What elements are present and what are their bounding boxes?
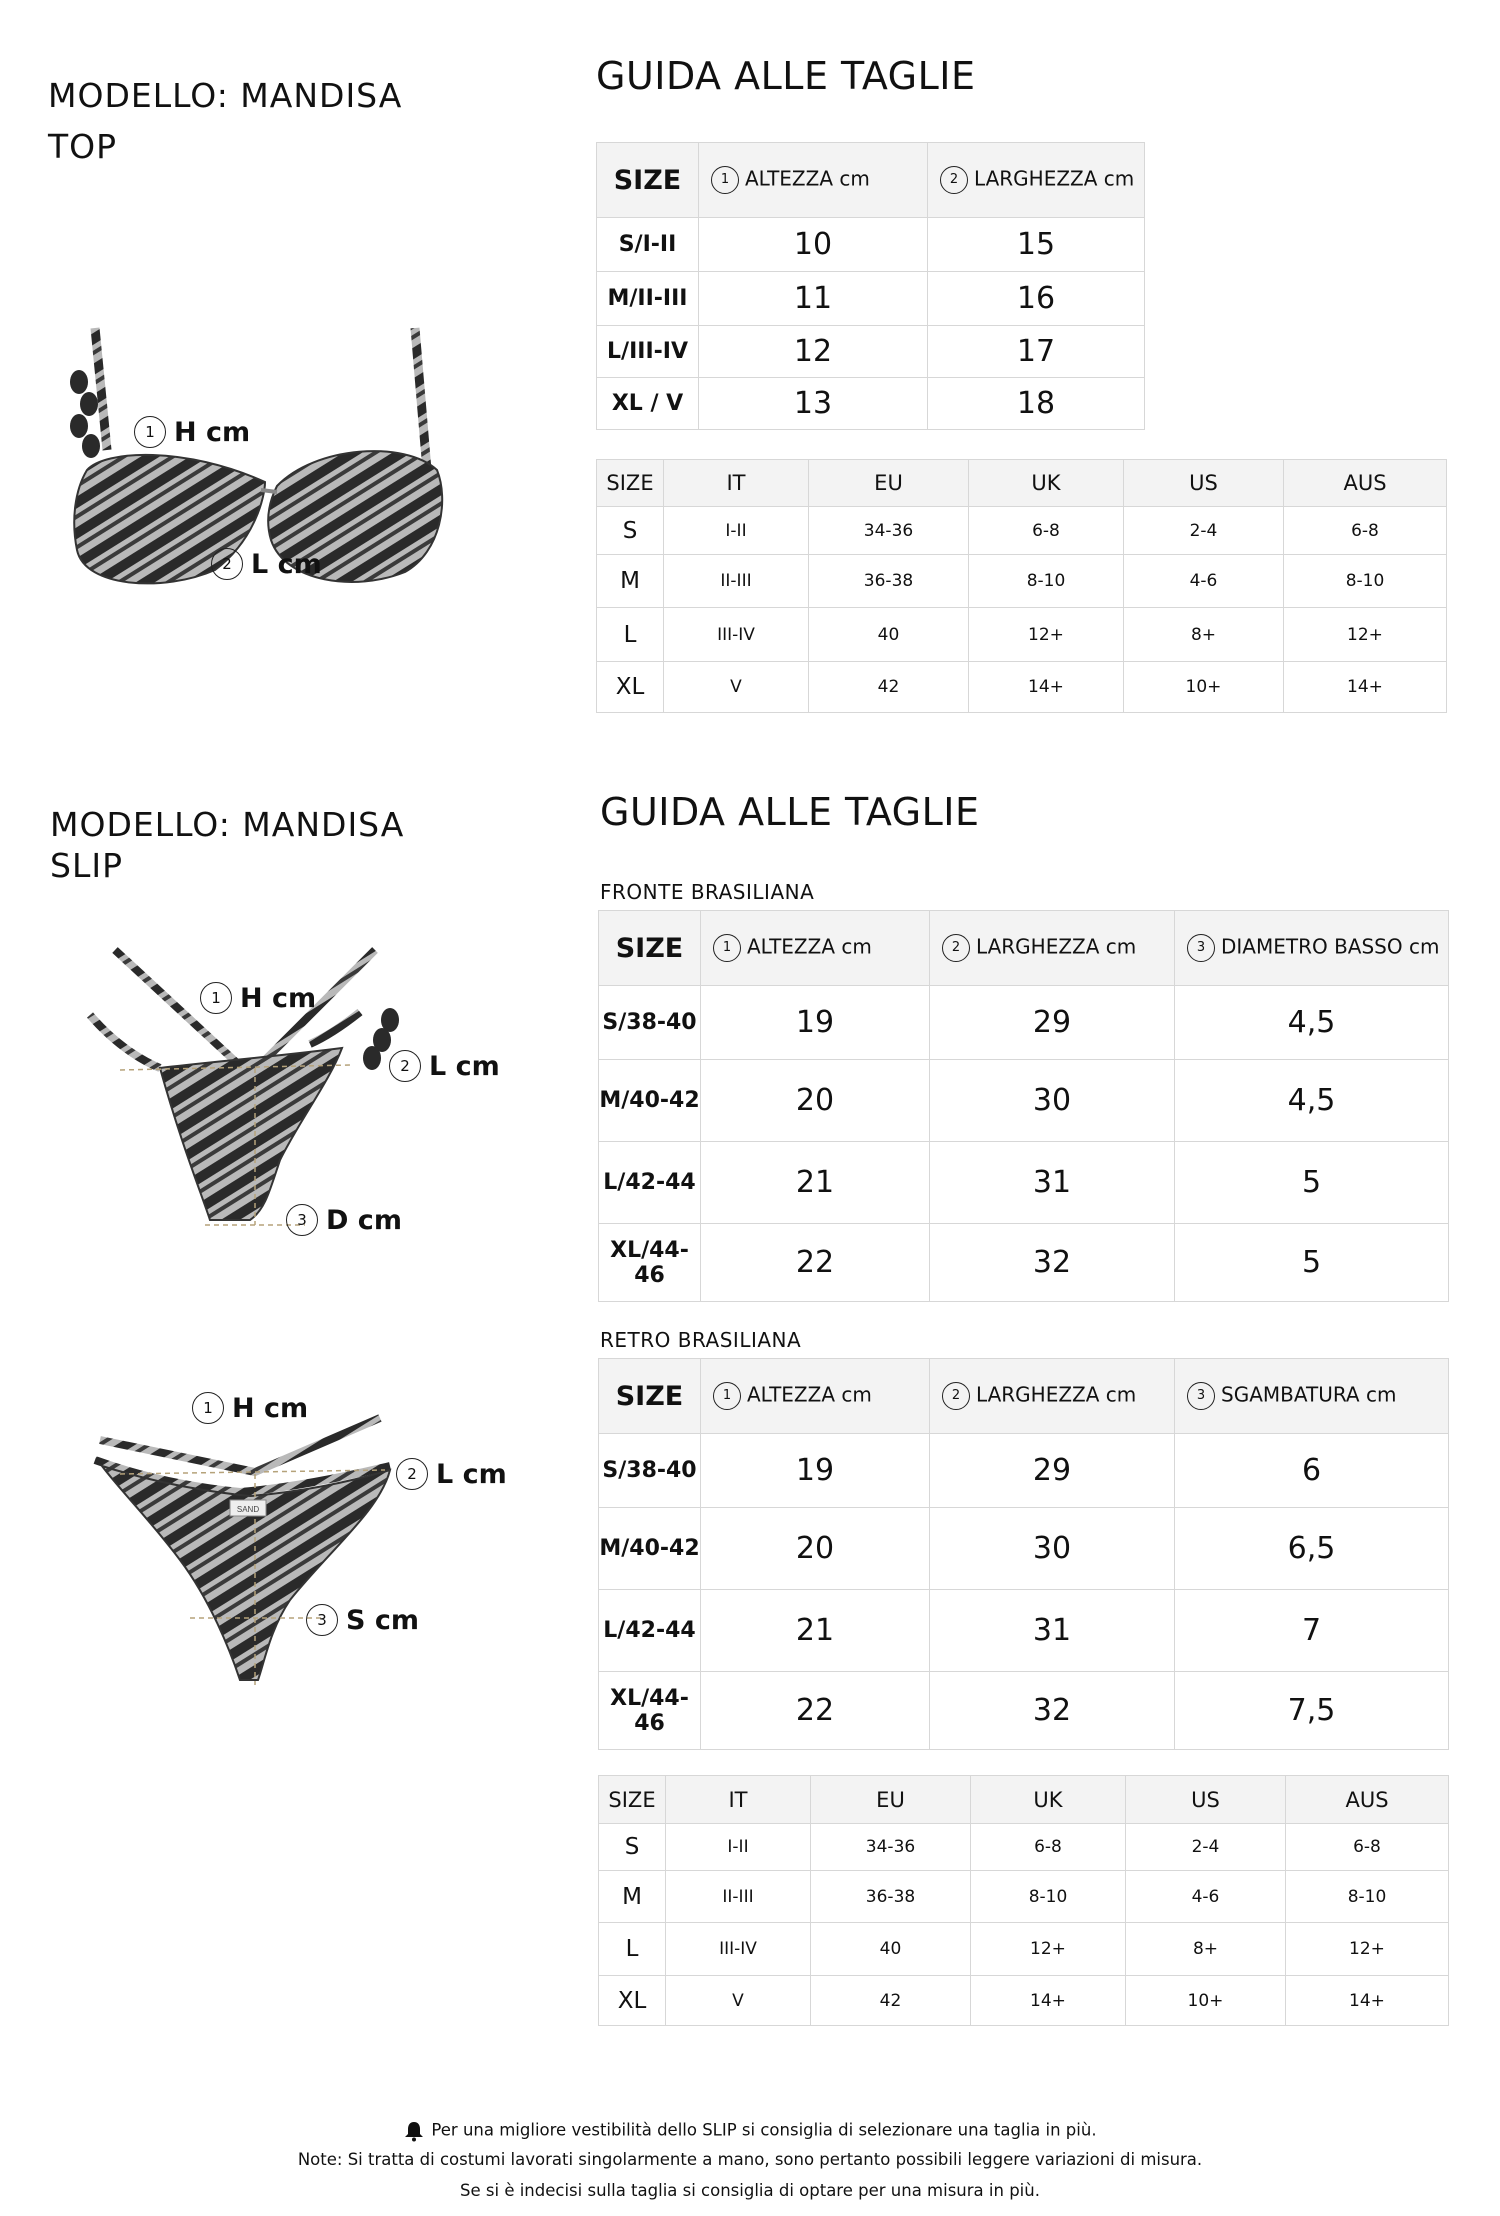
value-cell: 29 xyxy=(930,986,1175,1060)
callout-number: 2 xyxy=(389,1050,421,1082)
header-uk: UK xyxy=(969,460,1124,507)
value-cell: 15 xyxy=(928,218,1145,272)
front-left-strap xyxy=(90,1015,160,1068)
size-cell: S/38-40 xyxy=(599,1434,701,1508)
table-row xyxy=(599,1976,1449,2026)
header-it: IT xyxy=(666,1776,811,1824)
header-label: SGAMBATURA cm xyxy=(1221,1382,1397,1407)
table-row xyxy=(599,1142,1449,1224)
value-cell: 30 xyxy=(930,1508,1175,1590)
value-cell: 6 xyxy=(1175,1434,1449,1508)
value-cell: 21 xyxy=(701,1142,930,1224)
callout-label: L cm xyxy=(251,548,322,580)
slip-model-title xyxy=(50,804,404,887)
value-cell: 12+ xyxy=(971,1923,1126,1976)
back-body xyxy=(102,1466,390,1680)
header-label: DIAMETRO BASSO cm xyxy=(1221,934,1440,959)
value-cell: V xyxy=(664,662,809,713)
value-cell: 6-8 xyxy=(971,1824,1126,1871)
header-diameter xyxy=(1175,911,1449,986)
value-cell: 17 xyxy=(928,326,1145,378)
table-row xyxy=(599,1672,1449,1750)
front-callout-diameter xyxy=(286,1204,402,1236)
value-cell: 42 xyxy=(809,662,969,713)
size-cell: M/II-III xyxy=(597,272,699,326)
header-number: 2 xyxy=(942,934,970,962)
header-label: ALTEZZA cm xyxy=(747,1382,872,1407)
value-cell: 32 xyxy=(930,1224,1175,1302)
callout-label: L cm xyxy=(429,1050,500,1082)
table-header-row xyxy=(599,911,1449,986)
front-measure-table xyxy=(598,910,1449,1302)
footer-text-3: Se si è indecisi sulla taglia si consiglia di optare per una misura in più. xyxy=(460,2181,1040,2200)
value-cell: 34-36 xyxy=(809,507,969,555)
bell-icon xyxy=(403,2120,425,2142)
front-body xyxy=(160,1048,342,1220)
table-row xyxy=(597,608,1447,662)
table-header-row xyxy=(599,1359,1449,1434)
top-model-type: TOP xyxy=(48,127,118,167)
header-aus: AUS xyxy=(1284,460,1447,507)
value-cell: I-II xyxy=(666,1824,811,1871)
footer-line-3 xyxy=(0,2181,1500,2200)
value-cell: II-III xyxy=(664,555,809,608)
table-row xyxy=(597,326,1145,378)
value-cell: 4-6 xyxy=(1124,555,1284,608)
callout-label: D cm xyxy=(326,1204,402,1236)
value-cell: 5 xyxy=(1175,1142,1449,1224)
front-right-strap xyxy=(310,1012,360,1044)
size-cell: S/38-40 xyxy=(599,986,701,1060)
size-cell: M xyxy=(597,555,664,608)
value-cell: 34-36 xyxy=(811,1824,971,1871)
header-aus: AUS xyxy=(1286,1776,1449,1824)
value-cell: 20 xyxy=(701,1060,930,1142)
value-cell: II-III xyxy=(666,1871,811,1923)
callout-number: 2 xyxy=(211,548,243,580)
back-measure-table xyxy=(598,1358,1449,1750)
header-number: 3 xyxy=(1187,934,1215,962)
size-cell: XL xyxy=(599,1976,666,2026)
header-number: 2 xyxy=(942,1382,970,1410)
slip-model-name: MODELLO: MANDISA xyxy=(50,805,405,844)
table-row xyxy=(597,662,1447,713)
value-cell: 36-38 xyxy=(811,1871,971,1923)
value-cell: 19 xyxy=(701,986,930,1060)
value-cell: 19 xyxy=(701,1434,930,1508)
header-eu: EU xyxy=(809,460,969,507)
size-cell: S xyxy=(599,1824,666,1871)
callout-label: H cm xyxy=(232,1392,309,1424)
footer-text-1: Per una migliore vestibilità dello SLIP si consiglia di selezionare una taglia in più. xyxy=(431,2120,1097,2140)
header-leg xyxy=(1175,1359,1449,1434)
value-cell: 8-10 xyxy=(971,1871,1126,1923)
value-cell: 10 xyxy=(699,218,928,272)
table-header-row xyxy=(597,143,1145,218)
back-callout-height xyxy=(192,1392,308,1424)
value-cell: 32 xyxy=(930,1672,1175,1750)
header-label: LARGHEZZA cm xyxy=(974,166,1135,191)
size-cell: XL xyxy=(597,662,664,713)
table-row xyxy=(597,218,1145,272)
footer-line-2 xyxy=(0,2150,1500,2169)
value-cell: 14+ xyxy=(971,1976,1126,2026)
size-cell: S xyxy=(597,507,664,555)
value-cell: 8-10 xyxy=(969,555,1124,608)
header-number: 1 xyxy=(713,1382,741,1410)
value-cell: 6-8 xyxy=(969,507,1124,555)
back-callout-width xyxy=(396,1458,507,1490)
value-cell: 8+ xyxy=(1126,1923,1286,1976)
size-cell: M/40-42 xyxy=(599,1508,701,1590)
front-callout-height xyxy=(200,982,316,1014)
value-cell: 31 xyxy=(930,1590,1175,1672)
value-cell: III-IV xyxy=(664,608,809,662)
value-cell: 31 xyxy=(930,1142,1175,1224)
header-uk: UK xyxy=(971,1776,1126,1824)
back-callout-leg xyxy=(306,1604,419,1636)
callout-label: H cm xyxy=(174,416,251,448)
value-cell: 8+ xyxy=(1124,608,1284,662)
value-cell: 2-4 xyxy=(1124,507,1284,555)
callout-label: L cm xyxy=(436,1458,507,1490)
value-cell: 4,5 xyxy=(1175,1060,1449,1142)
value-cell: 14+ xyxy=(1284,662,1447,713)
header-size: SIZE xyxy=(597,460,664,507)
top-right-strap xyxy=(415,328,427,470)
slip-guide-title: GUIDA ALLE TAGLIE xyxy=(600,790,980,834)
value-cell: 40 xyxy=(811,1923,971,1976)
table-header-row xyxy=(597,460,1447,507)
value-cell: 5 xyxy=(1175,1224,1449,1302)
callout-number: 1 xyxy=(134,416,166,448)
slip-conversion-table xyxy=(598,1775,1449,2026)
back-upper-strap xyxy=(100,1418,380,1472)
header-number: 2 xyxy=(940,166,968,194)
header-number: 1 xyxy=(711,166,739,194)
top-callout-width xyxy=(211,548,322,580)
value-cell: 7,5 xyxy=(1175,1672,1449,1750)
value-cell: 10+ xyxy=(1124,662,1284,713)
value-cell: 11 xyxy=(699,272,928,326)
header-size: SIZE xyxy=(597,143,699,218)
header-number: 3 xyxy=(1187,1382,1215,1410)
size-cell: L/III-IV xyxy=(597,326,699,378)
value-cell: 36-38 xyxy=(809,555,969,608)
value-cell: 40 xyxy=(809,608,969,662)
value-cell: 12+ xyxy=(1284,608,1447,662)
size-cell: M/40-42 xyxy=(599,1060,701,1142)
value-cell: 6,5 xyxy=(1175,1508,1449,1590)
front-callout-width xyxy=(389,1050,500,1082)
table-row xyxy=(599,1824,1449,1871)
table-row xyxy=(597,272,1145,326)
value-cell: 30 xyxy=(930,1060,1175,1142)
size-cell: XL/44-46 xyxy=(599,1672,701,1750)
value-cell: 18 xyxy=(928,378,1145,430)
header-label: ALTEZZA cm xyxy=(745,166,870,191)
value-cell: 16 xyxy=(928,272,1145,326)
value-cell: 12+ xyxy=(1286,1923,1449,1976)
table-row xyxy=(597,555,1447,608)
header-eu: EU xyxy=(811,1776,971,1824)
table-row xyxy=(599,1060,1449,1142)
table-row xyxy=(599,986,1449,1060)
size-cell: L xyxy=(599,1923,666,1976)
header-size: SIZE xyxy=(599,911,701,986)
top-guide-title: GUIDA ALLE TAGLIE xyxy=(596,54,976,98)
value-cell: 12 xyxy=(699,326,928,378)
header-width xyxy=(928,143,1145,218)
top-model-name: MODELLO: MANDISA xyxy=(48,76,403,115)
value-cell: 29 xyxy=(930,1434,1175,1508)
value-cell: V xyxy=(666,1976,811,2026)
top-left-strap xyxy=(95,328,107,450)
callout-number: 1 xyxy=(192,1392,224,1424)
header-height xyxy=(701,911,930,986)
header-width xyxy=(930,1359,1175,1434)
header-it: IT xyxy=(664,460,809,507)
size-cell: L/42-44 xyxy=(599,1142,701,1224)
footer-line-1 xyxy=(0,2120,1500,2142)
table-row xyxy=(597,507,1447,555)
value-cell: 8-10 xyxy=(1284,555,1447,608)
top-conversion-table xyxy=(596,459,1447,713)
footer-note-label: Note: xyxy=(297,2150,343,2169)
value-cell: 4,5 xyxy=(1175,986,1449,1060)
callout-label: H cm xyxy=(240,982,317,1014)
table-row xyxy=(597,378,1145,430)
size-cell: XL/44-46 xyxy=(599,1224,701,1302)
header-width xyxy=(930,911,1175,986)
top-model-title xyxy=(48,70,402,172)
header-height xyxy=(699,143,928,218)
footer-text-2: Si tratta di costumi lavorati singolarmente a mano, sono pertanto possibili leggere variazioni di misura. xyxy=(347,2150,1203,2169)
value-cell: 22 xyxy=(701,1224,930,1302)
value-cell: 12+ xyxy=(969,608,1124,662)
value-cell: 4-6 xyxy=(1126,1871,1286,1923)
table-header-row xyxy=(599,1776,1449,1824)
top-measure-table xyxy=(596,142,1145,430)
value-cell: 14+ xyxy=(969,662,1124,713)
size-cell: S/I-II xyxy=(597,218,699,272)
top-chain-detail xyxy=(70,370,100,458)
top-callout-height xyxy=(134,416,250,448)
value-cell: 42 xyxy=(811,1976,971,2026)
front-table-label: FRONTE BRASILIANA xyxy=(600,880,815,904)
back-label-tag-text: SAND xyxy=(236,1505,260,1514)
header-us: US xyxy=(1126,1776,1286,1824)
table-row xyxy=(599,1871,1449,1923)
value-cell: 22 xyxy=(701,1672,930,1750)
top-center-gore xyxy=(261,490,277,492)
value-cell: 20 xyxy=(701,1508,930,1590)
size-cell: L xyxy=(597,608,664,662)
value-cell: I-II xyxy=(664,507,809,555)
header-label: LARGHEZZA cm xyxy=(976,934,1137,959)
value-cell: 6-8 xyxy=(1284,507,1447,555)
value-cell: III-IV xyxy=(666,1923,811,1976)
header-height xyxy=(701,1359,930,1434)
callout-number: 1 xyxy=(200,982,232,1014)
callout-number: 3 xyxy=(306,1604,338,1636)
size-cell: L/42-44 xyxy=(599,1590,701,1672)
value-cell: 7 xyxy=(1175,1590,1449,1672)
callout-label: S cm xyxy=(346,1604,419,1636)
size-cell: XL / V xyxy=(597,378,699,430)
value-cell: 6-8 xyxy=(1286,1824,1449,1871)
value-cell: 21 xyxy=(701,1590,930,1672)
value-cell: 2-4 xyxy=(1126,1824,1286,1871)
header-size: SIZE xyxy=(599,1359,701,1434)
value-cell: 10+ xyxy=(1126,1976,1286,2026)
header-size: SIZE xyxy=(599,1776,666,1824)
value-cell: 14+ xyxy=(1286,1976,1449,2026)
value-cell: 13 xyxy=(699,378,928,430)
table-row xyxy=(599,1508,1449,1590)
callout-number: 2 xyxy=(396,1458,428,1490)
slip-model-type: SLIP xyxy=(50,846,123,886)
table-row xyxy=(599,1923,1449,1976)
callout-number: 3 xyxy=(286,1204,318,1236)
table-row xyxy=(599,1434,1449,1508)
value-cell: 8-10 xyxy=(1286,1871,1449,1923)
table-row xyxy=(599,1224,1449,1302)
slip-back-illustration xyxy=(90,1400,410,1700)
header-label: LARGHEZZA cm xyxy=(976,1382,1137,1407)
header-number: 1 xyxy=(713,934,741,962)
size-cell: M xyxy=(599,1871,666,1923)
header-us: US xyxy=(1124,460,1284,507)
table-row xyxy=(599,1590,1449,1672)
header-label: ALTEZZA cm xyxy=(747,934,872,959)
back-table-label: RETRO BRASILIANA xyxy=(600,1328,802,1352)
